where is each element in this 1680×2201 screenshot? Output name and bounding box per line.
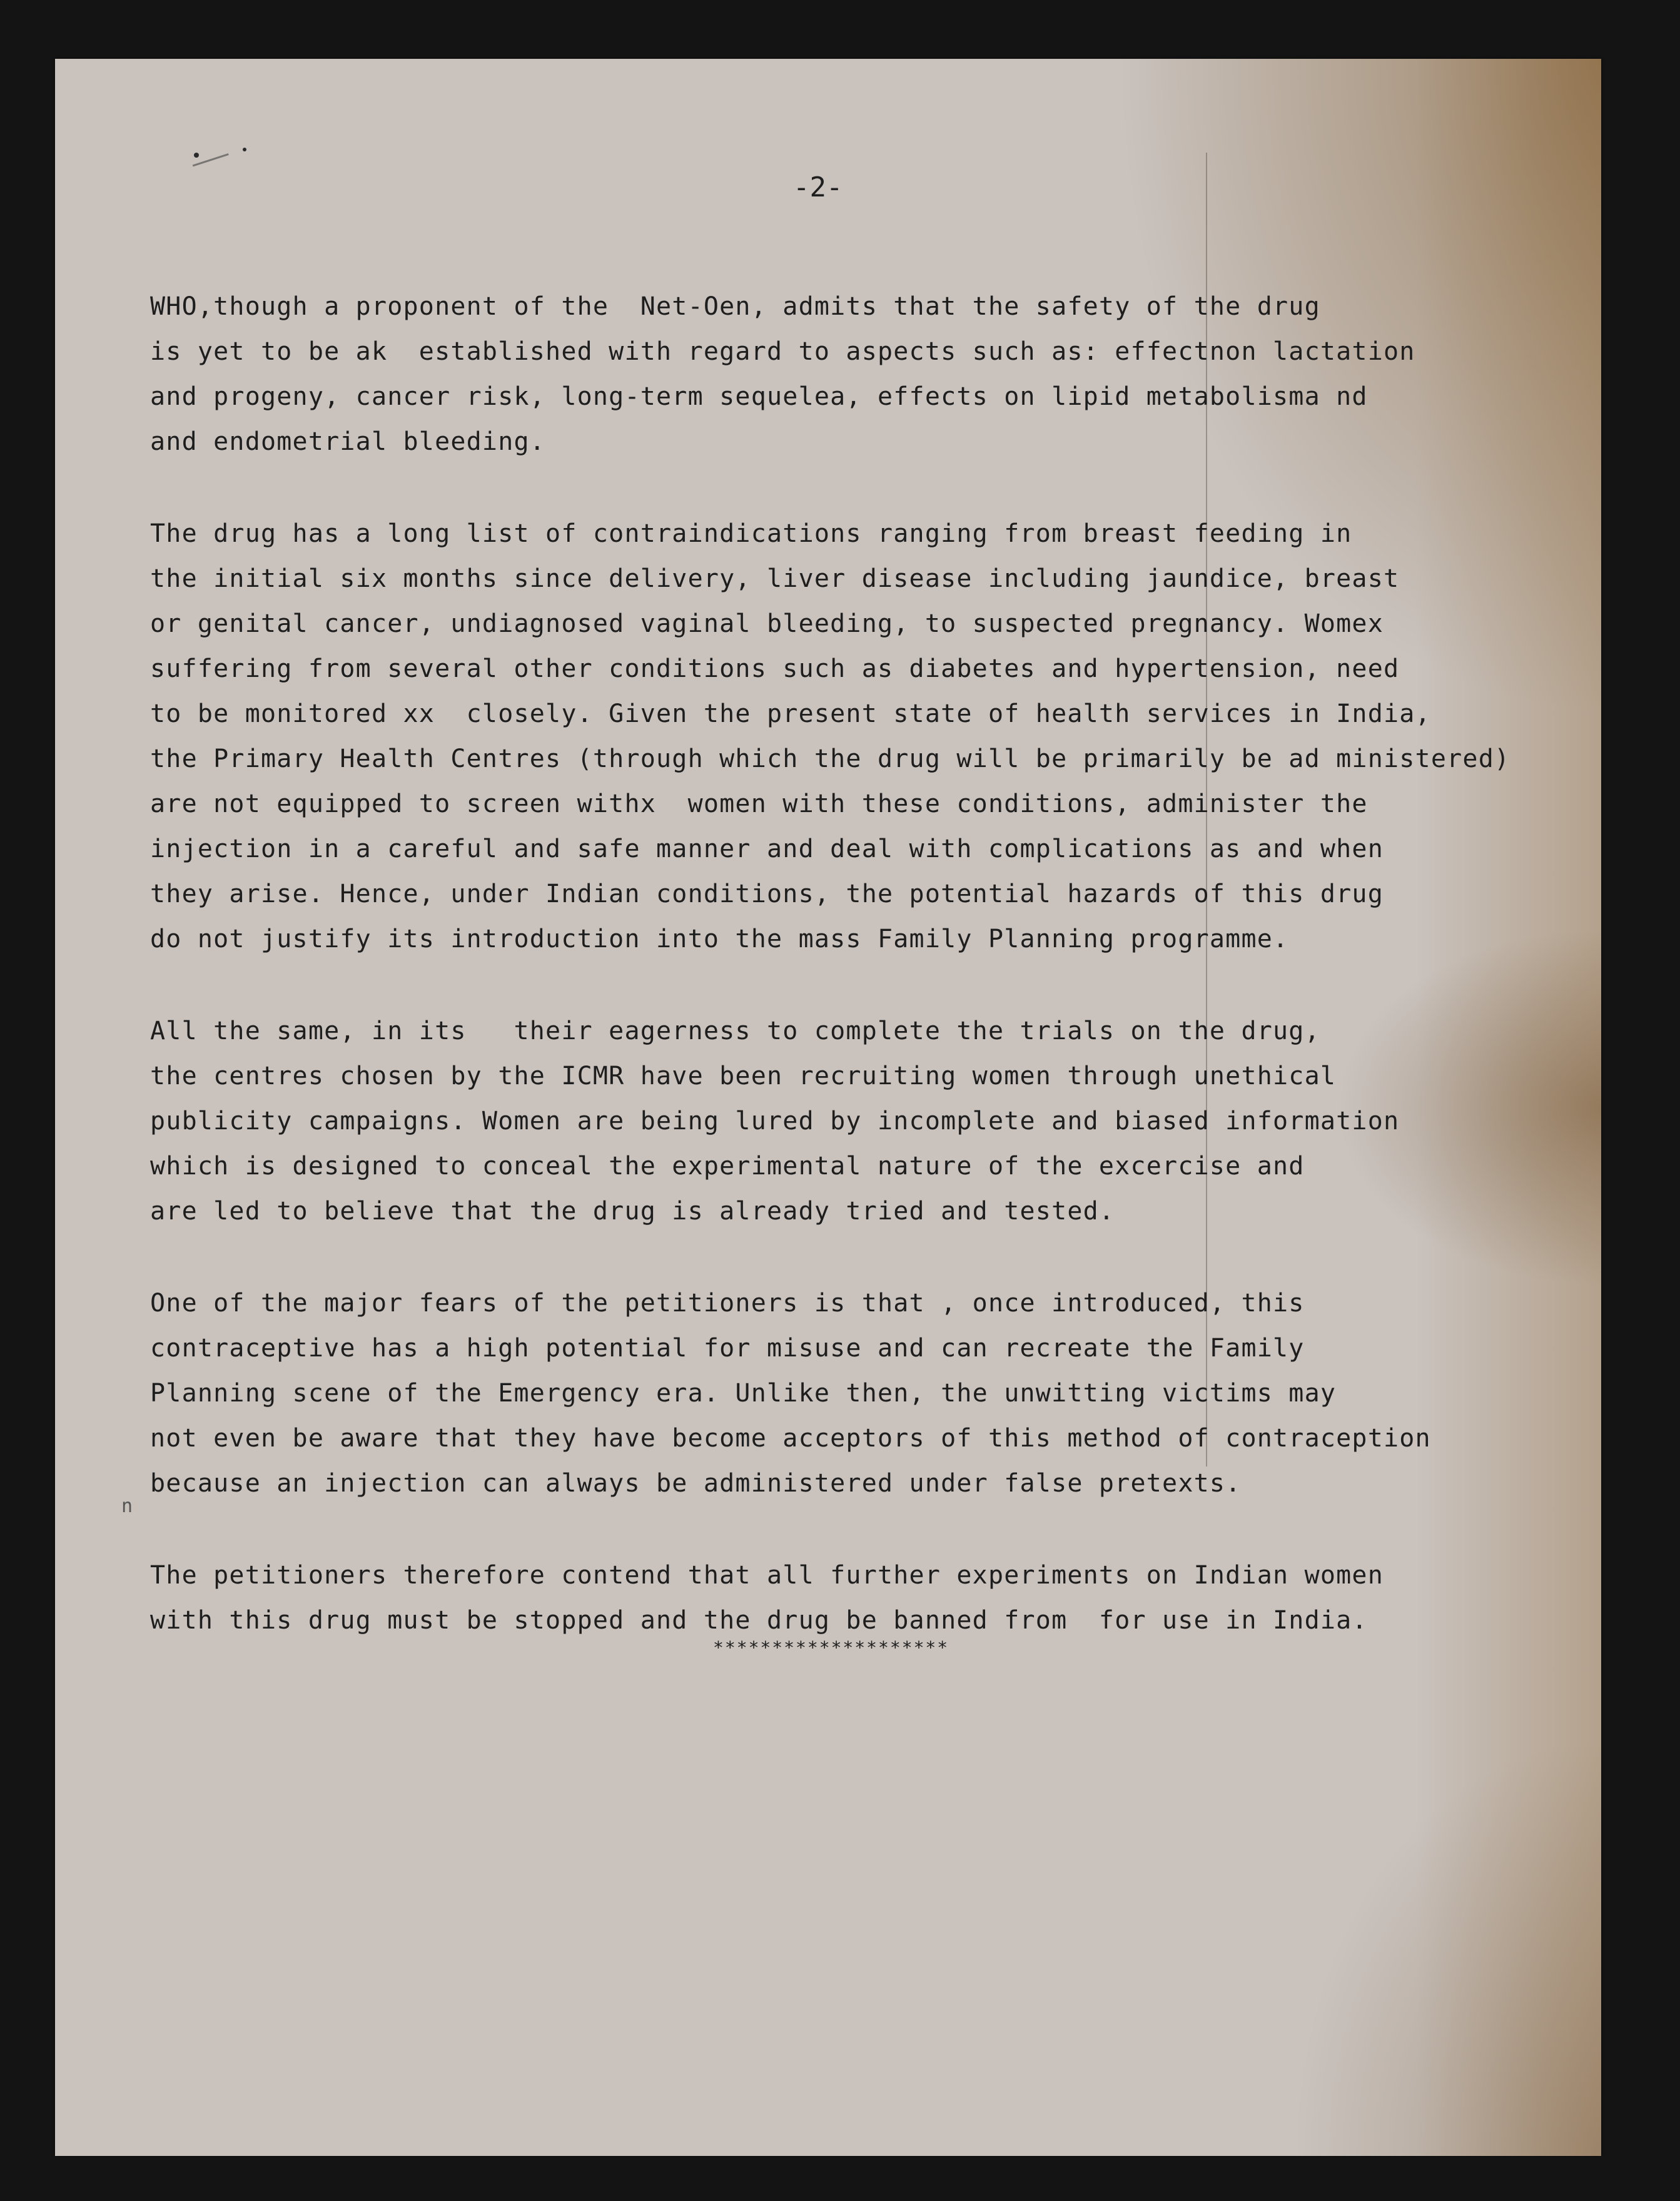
- text-line: and progeny, cancer risk, long-term sequelea, effects on lipid metabolisma nd: [150, 382, 1368, 411]
- paragraph-recruitment: [150, 1009, 1614, 1234]
- text-line: publicity campaigns. Women are being lured by incomplete and biased information: [150, 1107, 1400, 1136]
- text-line: suffering from several other conditions such as diabetes and hypertension, need: [150, 654, 1400, 683]
- paragraph-who-safety: [150, 284, 1614, 464]
- text-line: contraceptive has a high potential for misuse and can recreate the Family: [150, 1334, 1305, 1363]
- paragraph-conclusion: [150, 1553, 1614, 1643]
- typewritten-page: [55, 59, 1601, 2156]
- text-line: they arise. Hence, under Indian conditions, the potential hazards of this drug: [150, 880, 1384, 908]
- text-line: and endometrial bleeding.: [150, 427, 546, 456]
- text-line: the Primary Health Centres (through which the drug will be primarily be ad ministered): [150, 745, 1510, 773]
- ink-dot: [194, 153, 199, 158]
- text-line: The drug has a long list of contraindications ranging from breast feeding in: [150, 519, 1352, 548]
- text-line: The petitioners therefore contend that all further experiments on Indian women: [150, 1561, 1384, 1590]
- text-line: which is designed to conceal the experimental nature of the excercise and: [150, 1152, 1305, 1181]
- text-line: the initial six months since delivery, liver disease including jaundice, breast: [150, 564, 1400, 593]
- text-line: are led to believe that the drug is already tried and tested.: [150, 1197, 1115, 1226]
- text-line: not even be aware that they have become acceptors of this method of contraception: [150, 1424, 1431, 1453]
- text-line: are not equipped to screen withx women with these conditions, administer the: [150, 790, 1368, 818]
- text-line: the centres chosen by the ICMR have been recruiting women through unethical: [150, 1062, 1337, 1090]
- text-line: because an injection can always be administered under false pretexts.: [150, 1469, 1242, 1498]
- text-line: WHO,though a proponent of the Net-Oen, admits that the safety of the drug: [150, 292, 1320, 321]
- page-number: -2-: [793, 171, 843, 203]
- paragraph-contraindications: [150, 511, 1614, 962]
- text-line: with this drug must be stopped and the drug be banned from for use in India.: [150, 1606, 1368, 1635]
- text-line: do not justify its introduction into the mass Family Planning programme.: [150, 925, 1289, 953]
- text-line: to be monitored xx closely. Given the present state of health services in India,: [150, 699, 1431, 728]
- text-line: or genital cancer, undiagnosed vaginal bleeding, to suspected pregnancy. Womex: [150, 609, 1384, 638]
- text-line: Planning scene of the Emergency era. Unlike then, the unwitting victims may: [150, 1379, 1337, 1408]
- closing-asterisks: ********************: [713, 1637, 949, 1658]
- paragraph-misuse-fears: [150, 1281, 1614, 1506]
- text-line: injection in a careful and safe manner and deal with complications as and when: [150, 835, 1384, 863]
- text-line: is yet to be ak established with regard to aspects such as: effectnon lactation: [150, 337, 1415, 366]
- text-line: All the same, in its their eagerness to complete the trials on the drug,: [150, 1017, 1320, 1045]
- margin-mark: n: [121, 1495, 133, 1517]
- text-line: One of the major fears of the petitioners is that , once introduced, this: [150, 1289, 1305, 1318]
- document-body: [150, 284, 1614, 1659]
- ink-dot: [243, 148, 246, 151]
